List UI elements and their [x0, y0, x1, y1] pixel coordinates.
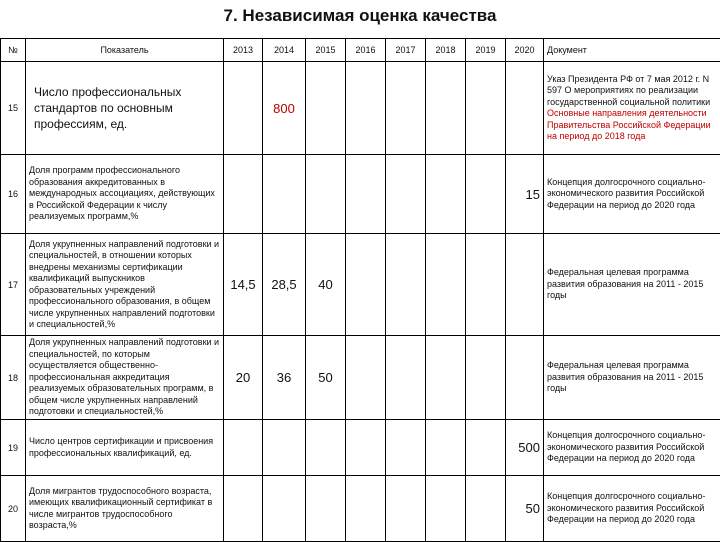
value-2017: [386, 420, 426, 476]
value-2017: [386, 62, 426, 155]
value-2016: [346, 476, 386, 542]
value-2015: [306, 420, 346, 476]
document-cell: [544, 476, 720, 542]
value-2013: [224, 420, 263, 476]
table-row: [1, 62, 720, 155]
table-row: [1, 336, 720, 420]
document-text: Концепция долгосрочного социально-экономического развития Российской Федерации на период до 2020 года: [547, 430, 717, 465]
value-2017: [386, 336, 426, 420]
value-2016: [346, 62, 386, 155]
value-2016: [346, 155, 386, 234]
document-text: Концепция долгосрочного социально-экономического развития Российской Федерации на период до 2020 года: [547, 491, 717, 526]
value-2014: 28,5: [263, 234, 306, 336]
document-cell: [544, 336, 720, 420]
indicator-cell: Доля укрупненных направлений подготовки и специальностей, в отношении которых внедрены механизмы сертификации квалификаций выпускников образовательных учреждений профессионального образования, в общем числе укрупненных направлений подготовки и специальностей,%: [26, 234, 224, 336]
value-2018: [426, 420, 466, 476]
value-2018: [426, 155, 466, 234]
header-indicator: Показатель: [26, 39, 224, 62]
table-row: [1, 155, 720, 234]
value-2015: [306, 62, 346, 155]
row-number: 17: [1, 234, 26, 336]
table-row: [1, 420, 720, 476]
value-2018: [426, 476, 466, 542]
row-number: 19: [1, 420, 26, 476]
value-2016: [346, 420, 386, 476]
value-2013: 14,5: [224, 234, 263, 336]
header-document: Документ: [544, 39, 720, 62]
value-2016: [346, 234, 386, 336]
document-text: Указ Президента РФ от 7 мая 2012 г. N 597 О мероприятиях по реализации государственной социальной политики: [547, 74, 717, 109]
value-2020: [506, 62, 544, 155]
value-2015: 50: [306, 336, 346, 420]
value-2018: [426, 336, 466, 420]
page-title: 7. Независимая оценка качества: [0, 6, 720, 26]
value-2020: [506, 234, 544, 336]
value-2020: 15: [506, 155, 544, 234]
value-2019: [466, 336, 506, 420]
row-number: 16: [1, 155, 26, 234]
indicator-cell: Число профессиональных стандартов по основным профессиям, ед.: [26, 62, 224, 155]
document-cell: [544, 62, 720, 155]
row-number: 20: [1, 476, 26, 542]
document-cell: [544, 420, 720, 476]
value-2020: 50: [506, 476, 544, 542]
indicator-cell: Доля программ профессионального образования аккредитованных в международных ассоциациях, действующих в Российской Федерации к числу реализуемых программ,%: [26, 155, 224, 234]
value-2019: [466, 420, 506, 476]
header-year-2014: 2014: [263, 39, 306, 62]
value-2020: [506, 336, 544, 420]
header-year-2018: 2018: [426, 39, 466, 62]
value-2013: [224, 155, 263, 234]
document-extra-text: Основные направления деятельности Правительства Российской Федерации на период до 2018 года: [547, 108, 717, 143]
value-2018: [426, 62, 466, 155]
value-2018: [426, 234, 466, 336]
value-2013: 20: [224, 336, 263, 420]
header-year-2017: 2017: [386, 39, 426, 62]
document-text: Федеральная целевая программа развития образования на 2011 - 2015 годы: [547, 267, 717, 302]
header-year-2020: 2020: [506, 39, 544, 62]
indicator-cell: Число центров сертификации и присвоения профессиональных квалификаций, ед.: [26, 420, 224, 476]
value-2019: [466, 476, 506, 542]
header-year-2013: 2013: [224, 39, 263, 62]
value-2014: [263, 155, 306, 234]
value-2014: 800: [263, 62, 306, 155]
value-2020: 500: [506, 420, 544, 476]
header-num: №: [1, 39, 26, 62]
indicator-cell: Доля укрупненных направлений подготовки и специальностей, по которым осуществляется общественно-профессиональная аккредитация реализуемых образовательных программ, в общем числе укрупненных направлений подготовки и специальностей,%: [26, 336, 224, 420]
value-2014: [263, 420, 306, 476]
quality-assessment-table: [0, 38, 720, 542]
header-year-2015: 2015: [306, 39, 346, 62]
value-2019: [466, 155, 506, 234]
value-2013: [224, 476, 263, 542]
header-row: [1, 39, 720, 62]
value-2017: [386, 476, 426, 542]
document-cell: [544, 234, 720, 336]
value-2014: [263, 476, 306, 542]
value-2015: [306, 476, 346, 542]
header-year-2019: 2019: [466, 39, 506, 62]
value-2014: 36: [263, 336, 306, 420]
value-2016: [346, 336, 386, 420]
value-2019: [466, 62, 506, 155]
table-row: [1, 476, 720, 542]
value-2019: [466, 234, 506, 336]
value-2015: 40: [306, 234, 346, 336]
row-number: 18: [1, 336, 26, 420]
document-text: Федеральная целевая программа развития образования на 2011 - 2015 годы: [547, 360, 717, 395]
value-2015: [306, 155, 346, 234]
indicator-cell: Доля мигрантов трудоспособного возраста, имеющих квалификационный сертификат в числе мигрантов трудоспособного возраста,%: [26, 476, 224, 542]
value-2013: [224, 62, 263, 155]
value-2017: [386, 155, 426, 234]
table-row: [1, 234, 720, 336]
row-number: 15: [1, 62, 26, 155]
document-text: Концепция долгосрочного социально-экономического развития Российской Федерации на период до 2020 года: [547, 177, 717, 212]
document-cell: [544, 155, 720, 234]
header-year-2016: 2016: [346, 39, 386, 62]
value-2017: [386, 234, 426, 336]
